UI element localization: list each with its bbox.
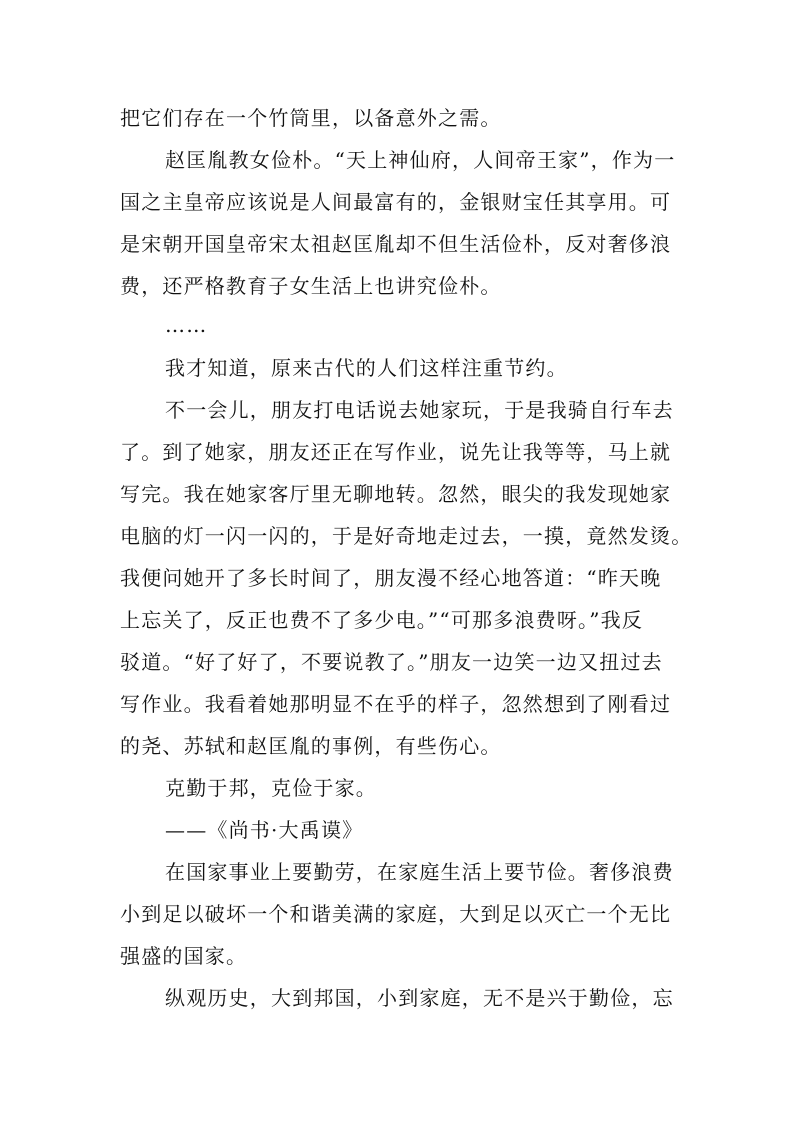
ellipsis-line: ……: [165, 313, 208, 337]
text-line: 是宋朝开国皇帝宋太祖赵匡胤却不但生活俭朴，反对奢侈浪: [120, 232, 672, 256]
text-line: 国之主皇帝应该说是人间最富有的，金银财宝任其享用。可: [120, 190, 672, 214]
quote-source-line: ——《尚书·大禹谟》: [165, 818, 364, 842]
text-line: 小到足以破坏一个和谐美满的家庭，大到足以灭亡一个无比: [120, 902, 672, 926]
text-line: 的尧、苏轼和赵匡胤的事例，有些伤心。: [120, 734, 502, 758]
text-line: 费，还严格教育子女生活上也讲究俭朴。: [120, 274, 502, 298]
text-line: 电脑的灯一闪一闪的，于是好奇地走过去，一摸，竟然发烫。: [120, 524, 693, 548]
text-line: 不一会儿，朋友打电话说去她家玩，于是我骑自行车去: [165, 398, 674, 422]
text-line: 了。到了她家，朋友还正在写作业，说先让我等等，马上就: [120, 440, 672, 464]
text-line: 上忘关了，反正也费不了多少电。”“可那多浪费呀。”我反: [120, 608, 644, 632]
text-line: 纵观历史，大到邦国，小到家庭，无不是兴于勤俭，忘: [165, 986, 674, 1010]
text-line: 写完。我在她家客厅里无聊地转。忽然，眼尖的我发现她家: [120, 482, 672, 506]
text-line: 在国家事业上要勤劳，在家庭生活上要节俭。奢侈浪费: [165, 860, 674, 884]
text-line: 强盛的国家。: [120, 944, 248, 968]
text-line: 把它们存在一个竹筒里，以备意外之需。: [120, 106, 502, 130]
text-line: 赵匡胤教女俭朴。“天上神仙府，人间帝王家”，作为一: [165, 148, 676, 172]
text-line: 我才知道，原来古代的人们这样注重节约。: [165, 356, 568, 380]
quote-line: 克勤于邦，克俭于家。: [165, 776, 377, 800]
text-line: 驳道。“好了好了，不要说教了。”朋友一边笑一边又扭过去: [120, 650, 663, 674]
text-line: 写作业。我看着她那明显不在乎的样子，忽然想到了刚看过: [120, 692, 672, 716]
text-line: 我便问她开了多长时间了，朋友漫不经心地答道：“昨天晚: [120, 566, 662, 590]
